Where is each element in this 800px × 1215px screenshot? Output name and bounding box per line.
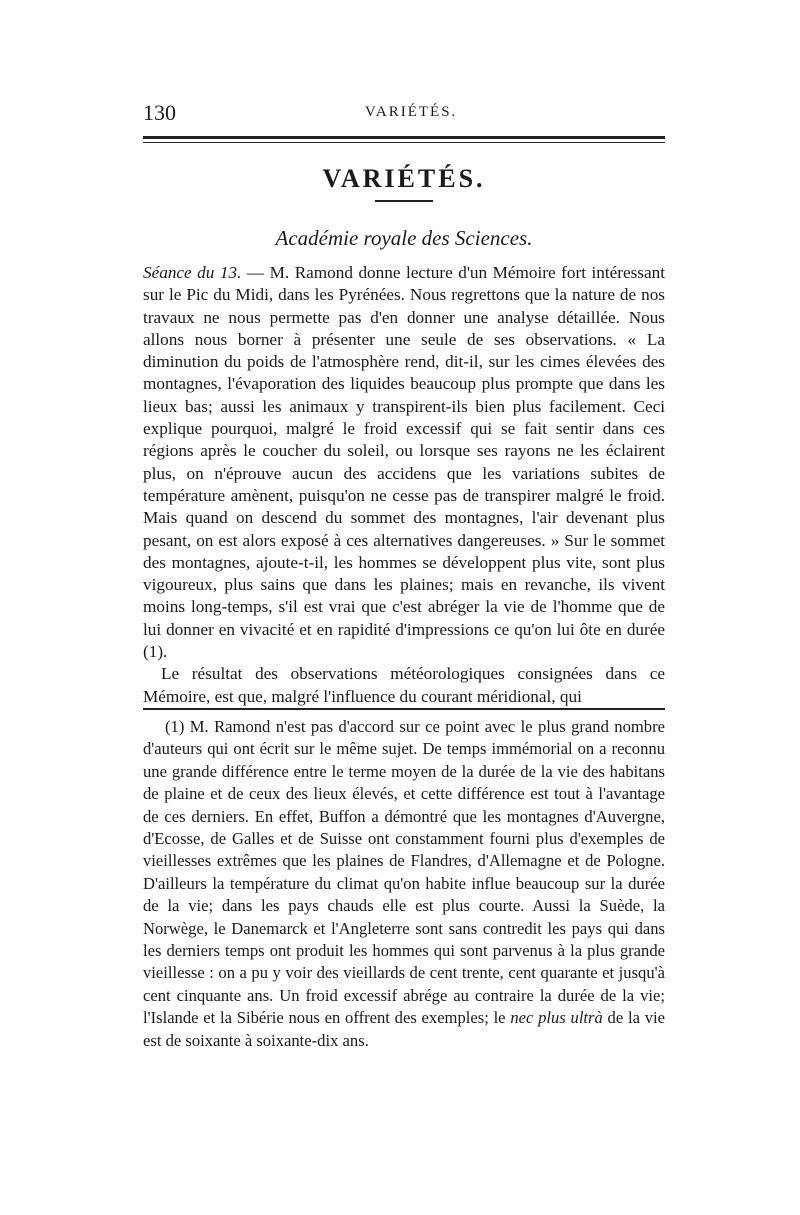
footnote-text-end: de la vie est de soixante à soixante-dix ans. xyxy=(143,1008,665,1050)
seance-label: Séance du 13. xyxy=(143,263,242,282)
running-head xyxy=(143,100,663,124)
header-rule xyxy=(143,136,665,139)
article-body xyxy=(143,262,665,708)
footnote-text: (1) M. Ramond n'est pas d'accord sur ce point avec le plus grand nombre d'auteurs qui ont écrit sur le même sujet. De temps immémorial on a reconnu une grande différence entre le terme moyen de la durée de la vie des habitans de plaine et de ceux des lieux élevés, et cette différence est tout à l'avantage de ces derniers. En effet, Buffon a démontré que les montagnes d'Auvergne, d'Ecosse, de Galles et de Suisse ont constamment fourni plus d'exemples de vieillesses extrêmes que les plaines de Flandres, d'Allemagne et de Pologne. D'ailleurs la température du climat qu'on habite influe beaucoup sur la durée de la vie; dans les pays chauds elle est plus courte. Aussi la Suède, la Norwège, le Danemarck et l'Angleterre sont sans contredit les pays qui dans les derniers temps ont produit les hommes qui sont parvenus à la plus grande vieillesse : on a pu y voir des vieillards de cent trente, cent quarante et jusqu'à cent cinquante ans. Un froid excessif abrége au contraire la durée de la vie; l'Islande et la Sibérie nous en offrent des exemples; le xyxy=(143,717,665,1028)
paragraph-text: — M. Ramond donne lecture d'un Mémoire fort intéressant sur le Pic du Midi, dans les Pyrénées. Nous regrettons que la nature de nos travaux ne nous permette pas d'en donner une analyse détaillée. Nous allons nous borner à présenter une seule de ses observations. « La diminution du poids de l'atmosphère rend, dit-il, sur les cimes élevées des montagnes, l'évaporation des liquides beaucoup plus prompte que dans les lieux bas; aussi les animaux y transpirent-ils bien plus facilement. Ceci explique pourquoi, malgré le froid excessif qui se fait sentir dans ces régions après le coucher du soleil, ou lorsque ses rayons ne les éclairent plus, on n'éprouve aucun des accidens que les variations subites de température amènent, puisqu'on ne cesse pas de transpirer malgré le froid. Mais quand on descend du sommet des montagnes, l'air devenant plus pesant, on est alors exposé à ces alternatives dangereuses. » Sur le sommet des montagnes, ajoute-t-il, les hommes se développent plus vite, sont plus vigoureux, plus sains que dans les plaines; mais en revanche, ils vivent moins long-temps, s'il est vrai que c'est abréger la vie de l'homme que de lui donner en vivacité et en rapidité d'impressions ce qu'on lui ôte en durée (1). xyxy=(143,263,665,662)
footnote-rule xyxy=(143,708,665,710)
title-divider xyxy=(375,200,433,202)
subsection-title: Académie royale des Sciences. xyxy=(275,226,533,250)
paragraph xyxy=(143,262,665,663)
header-rule-thin xyxy=(143,142,665,143)
paragraph: Le résultat des observations météorologiques consignées dans ce Mémoire, est que, malgré l'influence du courant méridional, qui xyxy=(143,664,665,706)
running-title: VARIÉTÉS. xyxy=(365,104,458,120)
section-title: VARIÉTÉS. xyxy=(322,164,486,193)
latin-phrase: nec plus ultrà xyxy=(510,1008,603,1028)
footnote xyxy=(143,716,665,1052)
page-number: 130 xyxy=(143,100,176,125)
